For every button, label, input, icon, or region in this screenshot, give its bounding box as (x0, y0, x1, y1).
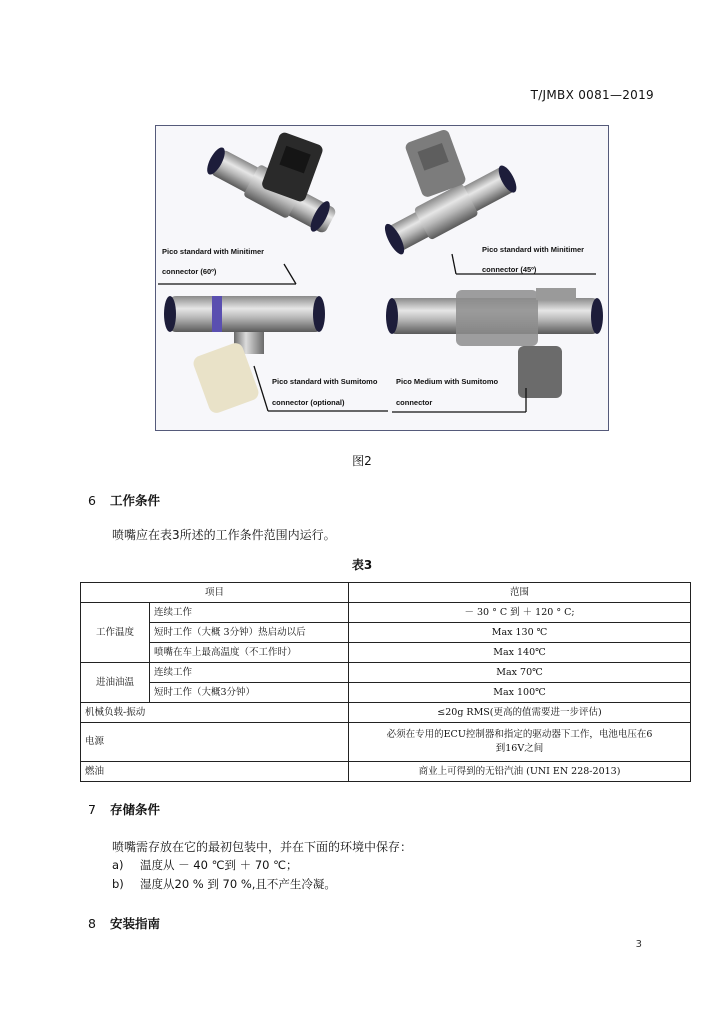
section-7-number: 7 (88, 802, 96, 817)
label-bottom-left-2: connector (optional) (272, 398, 345, 407)
table-caption: 表3 (351, 558, 373, 572)
row-range: － 30 ° C 到 ＋ 120 ° C; (349, 603, 691, 623)
row-range: Max 70℃ (349, 663, 691, 683)
table-row (81, 683, 691, 703)
row-item: 短时工作（大概 3分钟）热启动以后 (150, 623, 349, 643)
row-range: Max 100℃ (349, 683, 691, 703)
power-range-line-2: 到16V之间 (495, 743, 544, 754)
section-6-number: 6 (88, 493, 96, 508)
group-fuel-temp: 进油油温 (81, 663, 150, 703)
injector-photo (155, 125, 609, 431)
group-operating-temp: 工作温度 (81, 603, 150, 663)
row-range: Max 140℃ (349, 643, 691, 663)
list-item (112, 876, 336, 892)
section-8-number: 8 (88, 916, 96, 931)
row-range-fuel: 商业上可得到的无铅汽油 (UNI EN 228-2013) (349, 762, 691, 782)
row-item: 短时工作（大概3分钟） (150, 683, 349, 703)
section-8-title: 安装指南 (110, 916, 161, 931)
header-range: 范围 (349, 583, 691, 603)
operating-conditions-table (80, 582, 691, 782)
document-number: T/JMBX 0081—2019 (530, 88, 654, 102)
list-marker: a) (112, 858, 124, 872)
list-item (112, 857, 298, 873)
section-6-heading (88, 491, 160, 509)
list-text: 温度从 － 40 ℃到 ＋ 70 ℃； (140, 858, 298, 872)
row-item-power: 电源 (81, 723, 349, 762)
table-row (81, 623, 691, 643)
section-6-title: 工作条件 (110, 493, 161, 508)
list-marker: b) (112, 877, 124, 891)
table-row (81, 762, 691, 782)
table-row (81, 723, 691, 762)
label-top-left-1: Pico standard with Minitimer (162, 247, 265, 256)
row-range-vibration: ≤20g RMS(更高的值需要进一步评估) (349, 703, 691, 723)
table-row (81, 643, 691, 663)
section-7-title: 存储条件 (110, 802, 161, 817)
figure-caption: 图2 (352, 454, 372, 468)
row-range: Max 130 ℃ (349, 623, 691, 643)
row-item: 喷嘴在车上最高温度（不工作时） (150, 643, 349, 663)
table-row (81, 603, 691, 623)
table-row (81, 663, 691, 683)
section-6-paragraph: 喷嘴应在表3所述的工作条件范围内运行。 (112, 528, 336, 542)
section-8-heading (88, 914, 160, 932)
row-item-fuel: 燃油 (81, 762, 349, 782)
page-number: 3 (635, 939, 642, 950)
row-item-vibration: 机械负载-振动 (81, 703, 349, 723)
row-item: 连续工作 (150, 663, 349, 683)
table-header-row (81, 583, 691, 603)
header-item: 项目 (81, 583, 349, 603)
section-7-heading (88, 800, 160, 818)
label-top-right-1: Pico standard with Minitimer (482, 245, 585, 254)
label-top-right-2: connector (45º) (482, 265, 537, 274)
table-row (81, 703, 691, 723)
label-bottom-right-1: Pico Medium with Sumitomo (396, 377, 499, 386)
label-bottom-left-1: Pico standard with Sumitomo (272, 377, 378, 386)
row-range-power (349, 723, 691, 762)
row-item: 连续工作 (150, 603, 349, 623)
label-top-left-2: connector (60º) (162, 267, 217, 276)
label-bottom-right-2: connector (396, 398, 433, 407)
power-range-line-1: 必须在专用的ECU控制器和指定的驱动器下工作，电池电压在6 (386, 729, 653, 740)
section-7-paragraph: 喷嘴需存放在它的最初包装中，并在下面的环境中保存： (112, 840, 413, 854)
list-text: 湿度从20 % 到 70 %,且不产生冷凝。 (140, 877, 336, 891)
